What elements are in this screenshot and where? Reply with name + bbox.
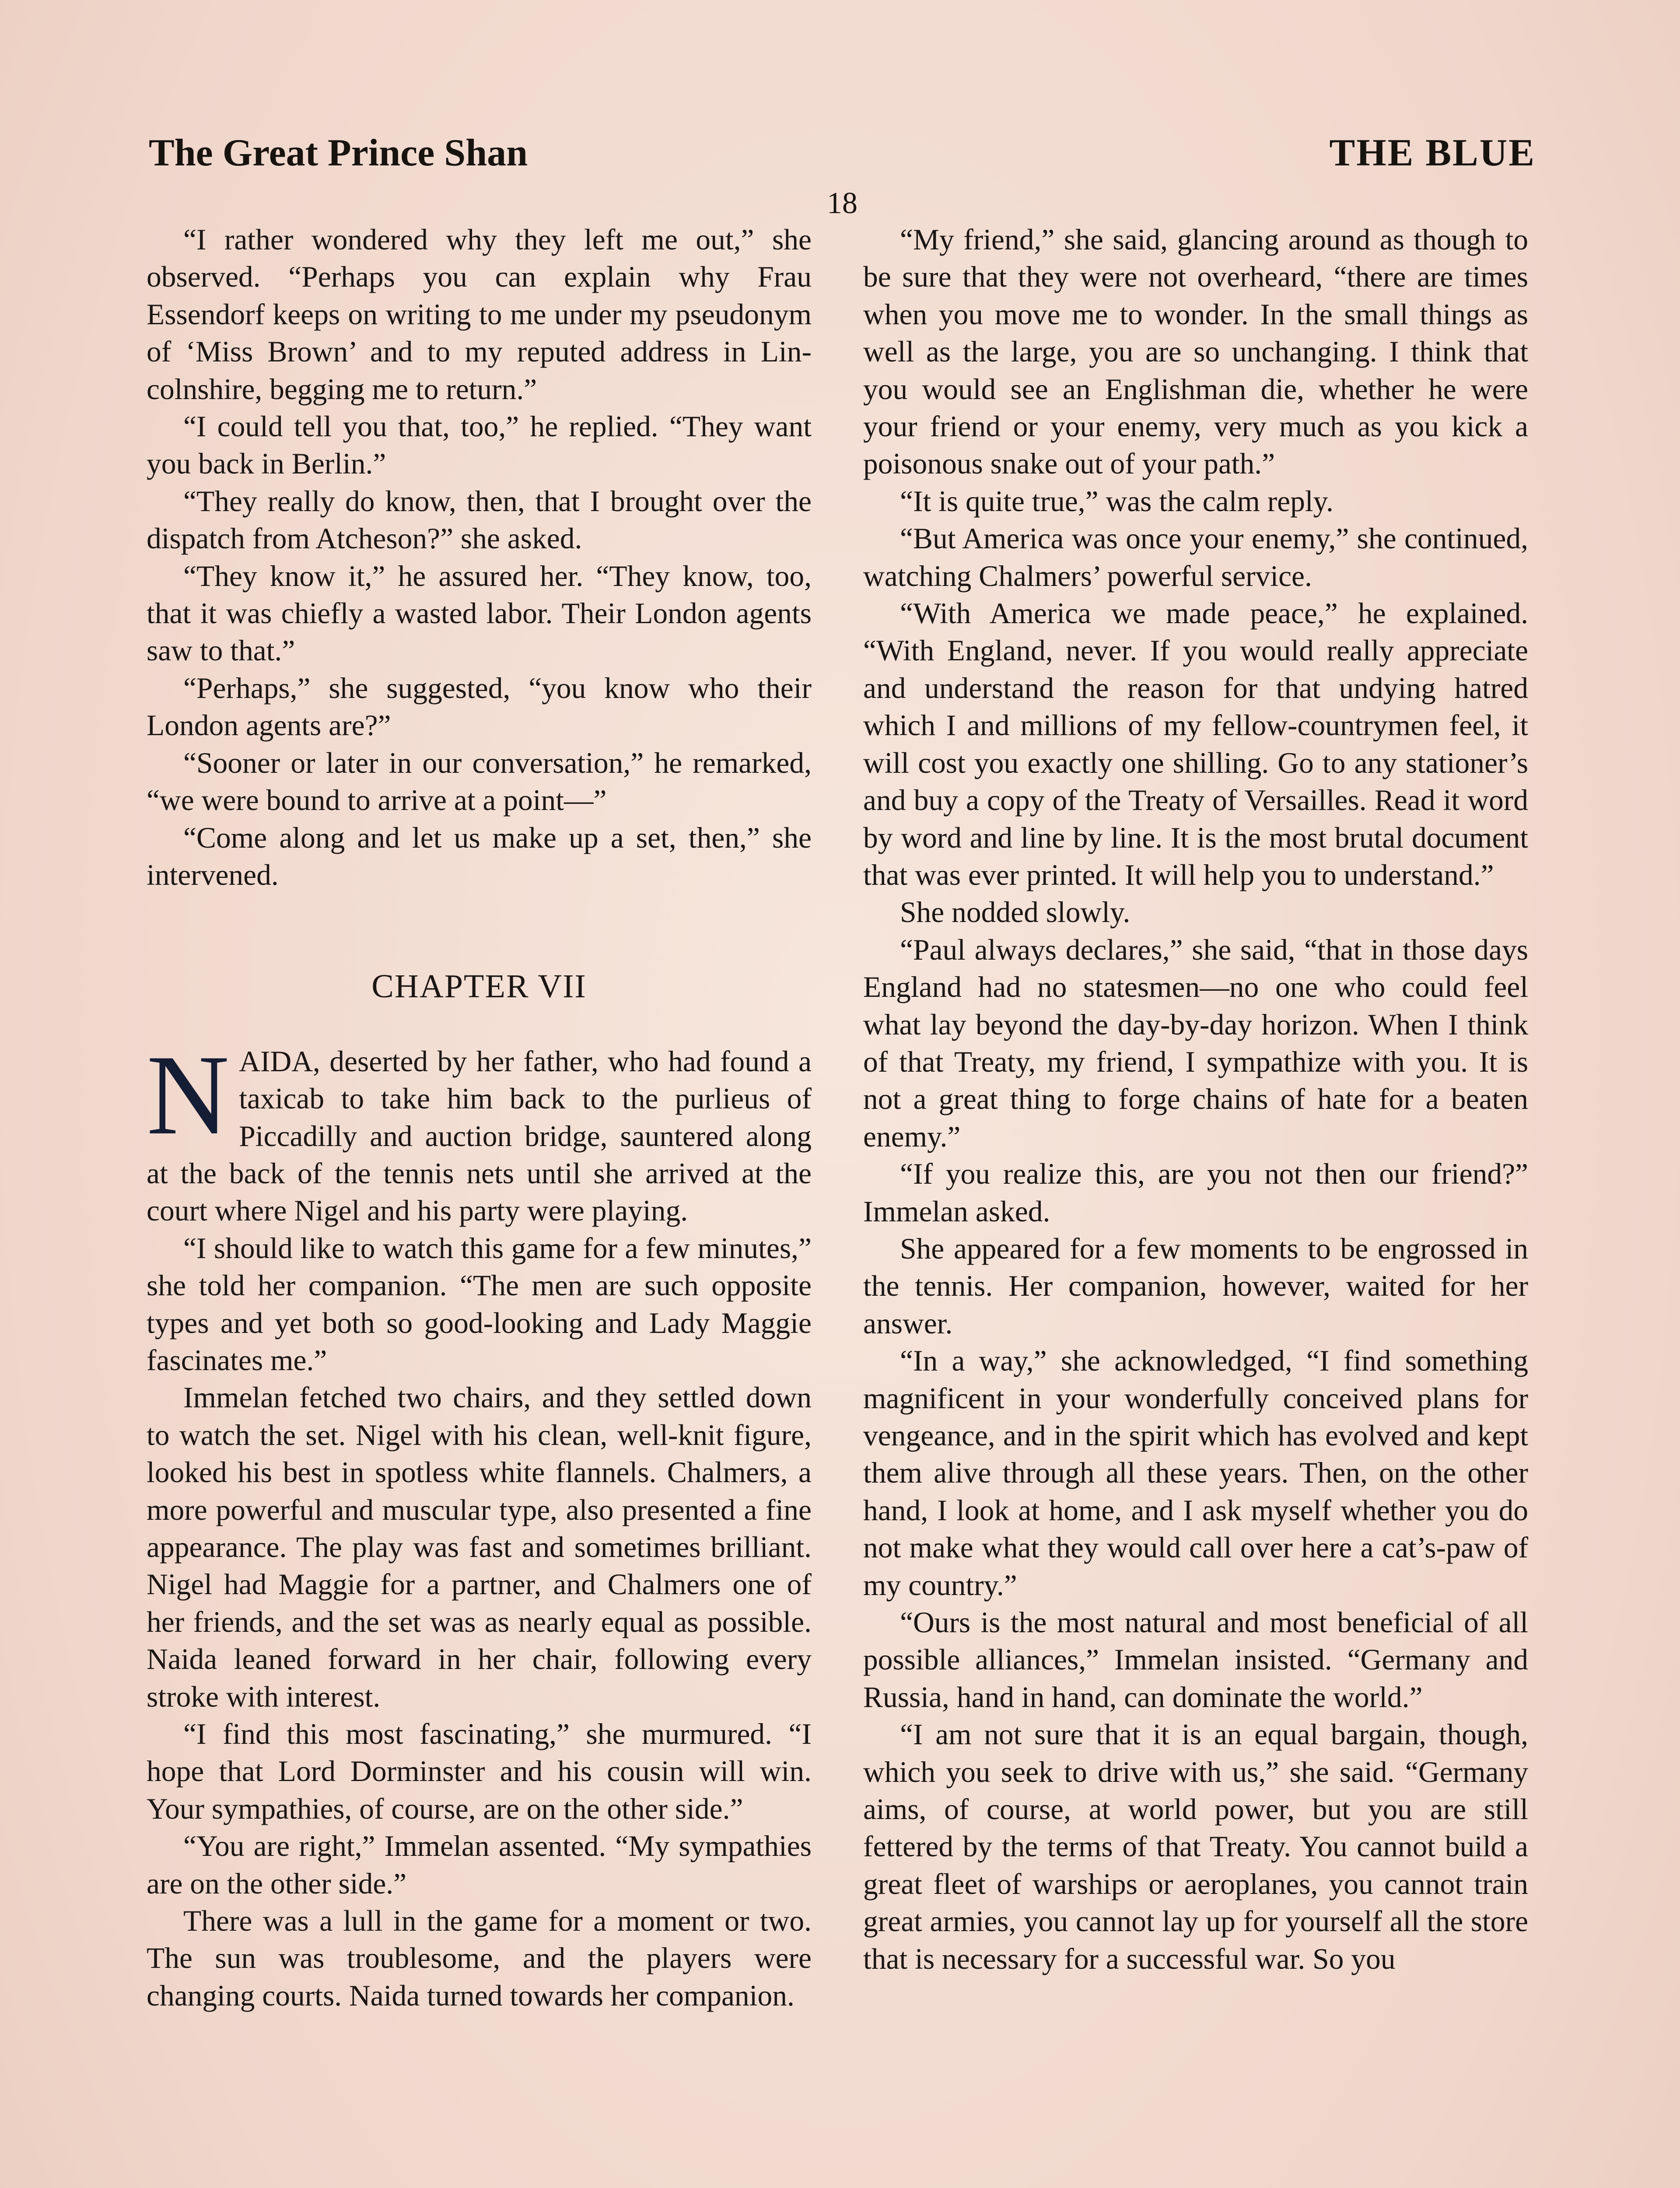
- left-text-column: [147, 221, 812, 2014]
- paragraph: “With America we made peace,” he explained. “With England, never. If you would really appreciate and understand the reason for that undying hatred which I and millions of my fellow-countrymen feel, it will cost you exactly one shilling. Go to any stationer’s and buy a copy of the Treaty of Versailles. Read it word by word and line by line. It is the most brutal document that was ever printed. It will help you to understand.”: [863, 597, 1528, 891]
- chapter-opening-paragraph: [147, 1031, 812, 1230]
- paragraph: Immelan fetched two chairs, and they settled down to watch the set. Nigel with his clean, well-knit figure, looked his best in spotless white flannels. Chalmers, a more powerful and muscular type, also presented a fine appearance. The play was fast and sometimes brilliant. Nigel had Maggie for a partner, and Chalmers one of her friends, and the set was as nearly equal as possible. Naida leaned forward in her chair, following every stroke with interest.: [147, 1381, 812, 1713]
- paragraph: “I rather wondered why they left me out,” she observed. “Perhaps you can explain why Frau Essendorf keeps on writing to me under my pseudonym of ‘Miss Brown’ and to my reputed address in Lincolnshire, begging me to return.”: [147, 223, 812, 406]
- paragraph: “They know it,” he assured her. “They know, too, that it was chiefly a wasted labor. Their London agents saw to that.”: [147, 559, 812, 667]
- paragraph: “Perhaps,” she suggested, “you know who their London agents are?”: [147, 671, 812, 742]
- paragraph: “I could tell you that, too,” he replied. “They want you back in Berlin.”: [147, 410, 812, 480]
- paragraph: “I am not sure that it is an equal bargain, though, which you seek to drive with us,” she said. “Germany aims, of course, at world power, but you are still fettered by the terms of that Treaty. You cannot build a great fleet of warships or aeroplanes, you cannot train great armies, you cannot lay up for yourself all the store that is necessary for a successful war. So you: [863, 1718, 1528, 1975]
- paragraph: “I find this most fascinating,” she murmured. “I hope that Lord Dorminster and his cousin will win. Your sympathies, of course, are on the other side.”: [147, 1718, 812, 1825]
- paragraph: She nodded slowly.: [900, 896, 1130, 929]
- page-number: 18: [827, 186, 858, 220]
- right-text-column: [863, 221, 1528, 1978]
- running-head-magazine: THE BLUE: [1329, 132, 1536, 174]
- paragraph: “I should like to watch this game for a few minutes,” she told her companion. “The men are such opposite types and yet both so good-looking and Lady Maggie fascinates me.”: [147, 1231, 812, 1377]
- paragraph: “Paul always declares,” she said, “that in those days England had no statesmen—no one who could feel what lay beyond the day-by-day horizon. When I think of that Treaty, my friend, I sympathize with you. It is not a great thing to forge chains of hate for a beaten enemy.”: [863, 933, 1528, 1153]
- paragraph: “They really do know, then, that I brought over the dispatch from Atcheson?” she asked.: [147, 484, 812, 555]
- chapter-opening-text: AIDA, deserted by her father, who had found a taxicab to take him back to the purlieus of Piccadilly and auction bridge, sauntered along at the back of the tennis nets until she arrived at the court where Nigel and his party were playing.: [147, 1045, 812, 1227]
- paragraph: “You are right,” Immelan assented. “My sympathies are on the other side.”: [147, 1830, 812, 1900]
- paragraph: “In a way,” she acknowledged, “I find something magnificent in your wonderfully conceived plans for vengeance, and in the spirit which has evolved and kept them alive through all these years. Then, on the other hand, I look at home, and I ask myself whether you do not make what they would call over here a cat’s-paw of my country.”: [863, 1344, 1528, 1602]
- chapter-heading: CHAPTER VII: [371, 968, 587, 1005]
- paragraph: “Sooner or later in our conversation,” he remarked, “we were bound to arrive at a point—”: [147, 746, 812, 817]
- paragraph: “If you realize this, are you not then our friend?” Immelan asked.: [863, 1157, 1528, 1228]
- paragraph: “Ours is the most natural and most beneficial of all possible alliances,” Immelan insisted. “Germany and Russia, hand in hand, can dominate the world.”: [863, 1606, 1528, 1714]
- paragraph: She appeared for a few moments to be engrossed in the tennis. Her companion, however, waited for her answer.: [863, 1232, 1528, 1340]
- paragraph: “It is quite true,” was the calm reply.: [900, 484, 1334, 518]
- paragraph: “My friend,” she said, glancing around as though to be sure that they were not overheard, “there are times when you move me to wonder. In the small things as well as the large, you are so unchanging. I think that you would see an Englishman die, whether he were your friend or your enemy, very much as you kick a poisonous snake out of your path.”: [863, 223, 1528, 480]
- drop-cap-letter: N: [147, 1031, 230, 1158]
- paragraph: “But America was once your enemy,” she continued, watching Chalmers’ powerful service.: [863, 522, 1528, 593]
- running-head-title: The Great Prince Shan: [149, 132, 528, 174]
- paragraph: “Come along and let us make up a set, then,” she intervened.: [147, 821, 812, 891]
- paragraph: There was a lull in the game for a moment or two. The sun was troublesome, and the players were changing courts. Naida turned towards her companion.: [147, 1904, 812, 2012]
